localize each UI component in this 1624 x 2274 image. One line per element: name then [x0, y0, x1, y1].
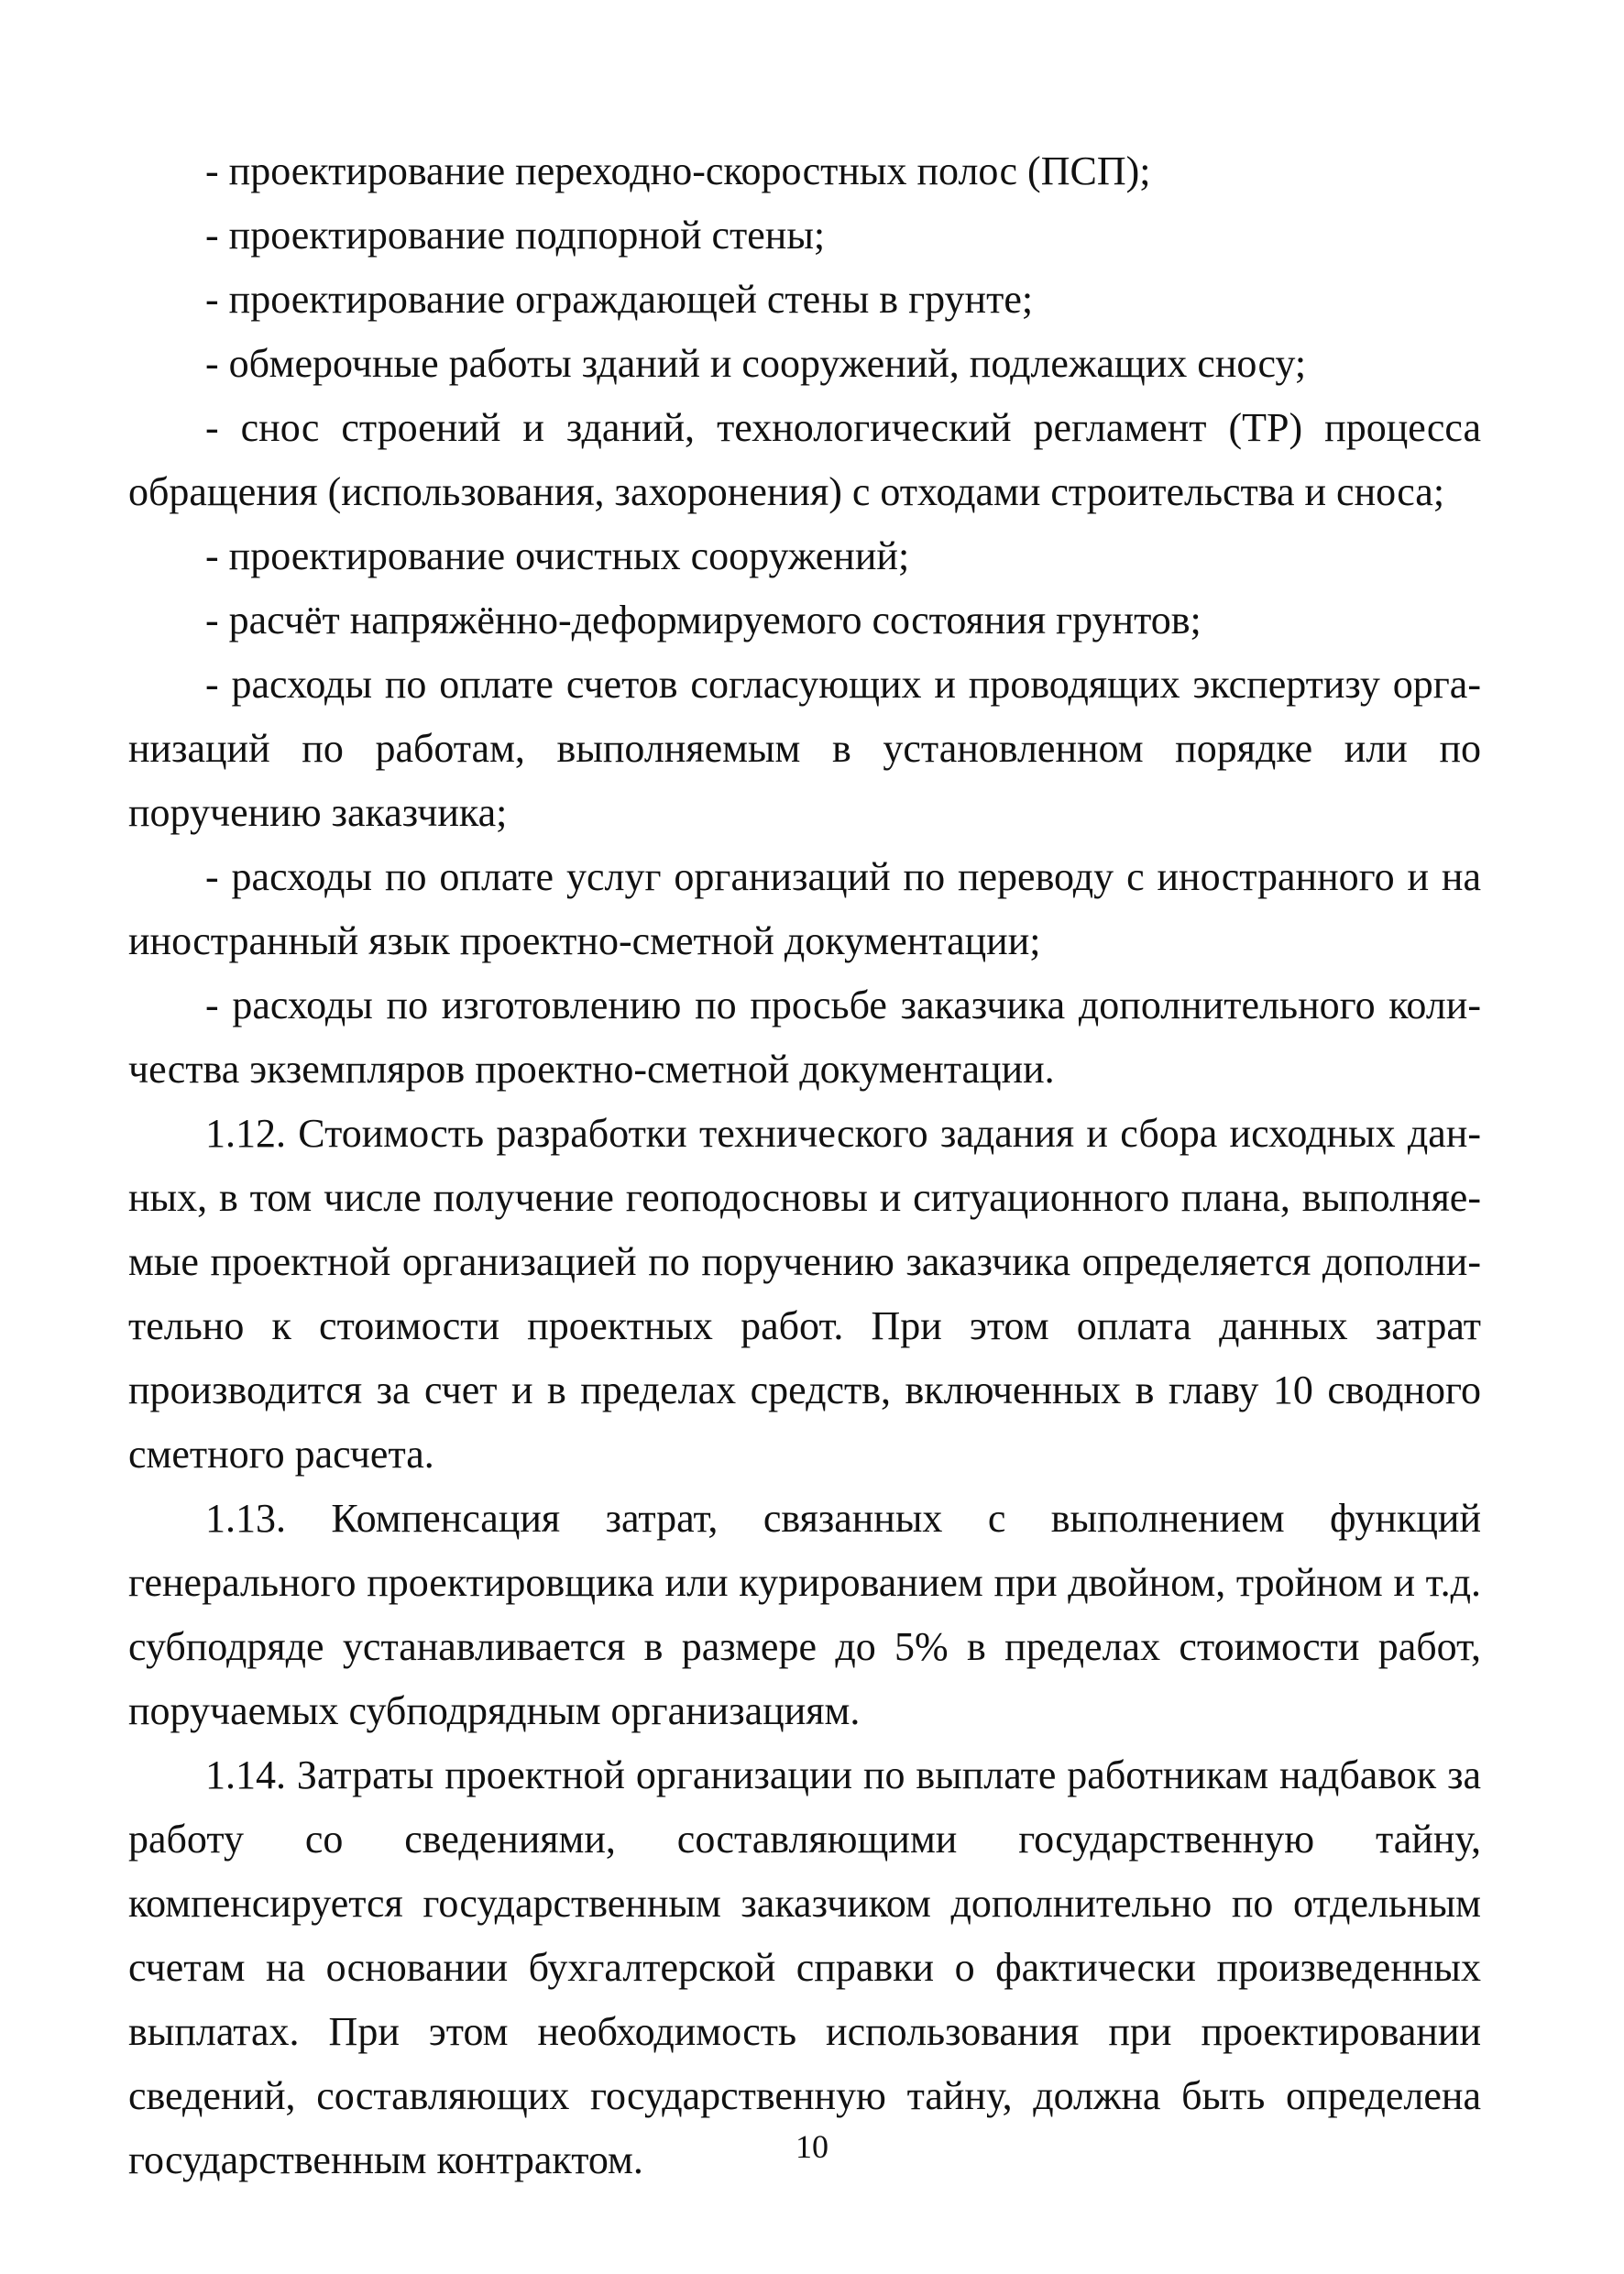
- list-item-translation-costs: - расходы по оплате услуг организаций по переводу с иностранного и на иностранный язык проектно-сметной документации;: [128, 854, 1481, 963]
- section-1-13: 1.13. Компенсация затрат, связанных с выполнением функций генерального проектировщика или курированием при двойном, тройном и т.д. субподряде устанавливается в размере до 5% в пределах стоимости работ, поручаемых субподрядным организациям.: [128, 1496, 1481, 1733]
- list-item-psp: - проектирование переходно-скоростных полос (ПСП);: [205, 148, 1151, 193]
- list-item-copies-costs: - расходы по изготовлению по просьбе заказчика дополнительного количества экземпляров проектно-сметной документации.: [128, 983, 1481, 1092]
- list-item-enclosing-wall: - проектирование ограждающей стены в грунте;: [205, 277, 1034, 322]
- page-number: 10: [796, 2128, 828, 2165]
- list-item-treatment-facilities: - проектирование очистных сооружений;: [205, 533, 910, 578]
- section-1-14: 1.14. Затраты проектной организации по выплате работникам надбавок за работу со сведениями, составляющими государственную тайну, компенсируется государственным заказчиком дополнительно по отдельным счетам на основании бухгалтерской справки о фактически произведенных выплатах. При этом необходимость использования при проектировании сведений, составляющих государственную тайну, должна быть определена государственным контрактом.: [128, 1752, 1481, 2182]
- list-item-expertise-costs: - расходы по оплате счетов согласующих и проводящих экспертизу организаций по работам, выполняемым в установленном порядке или по поручению заказчика;: [128, 662, 1481, 835]
- list-item-retaining-wall: - проектирование подпорной стены;: [205, 213, 826, 258]
- list-item-demolition: - снос строений и зданий, технологический регламент (ТР) процесса обращения (использования, захоронения) с отходами строительства и сноса;: [128, 405, 1481, 514]
- section-1-12: 1.12. Стоимость разработки технического задания и сбора исходных данных, в том числе получение геоподосновы и ситуационного плана, выполняемые проектной организацией по поручению заказчика определяется дополнительно к стоимости проектных работ. При этом оплата данных затрат производится за счет и в пределах средств, включенных в главу 10 сводного сметного расчета.: [128, 1111, 1481, 1477]
- list-item-stress-calculation: - расчёт напряжённо-деформируемого состояния грунтов;: [205, 598, 1202, 643]
- document-body: [128, 139, 1481, 2192]
- list-item-measurement-works: - обмерочные работы зданий и сооружений, подлежащих сносу;: [205, 341, 1307, 386]
